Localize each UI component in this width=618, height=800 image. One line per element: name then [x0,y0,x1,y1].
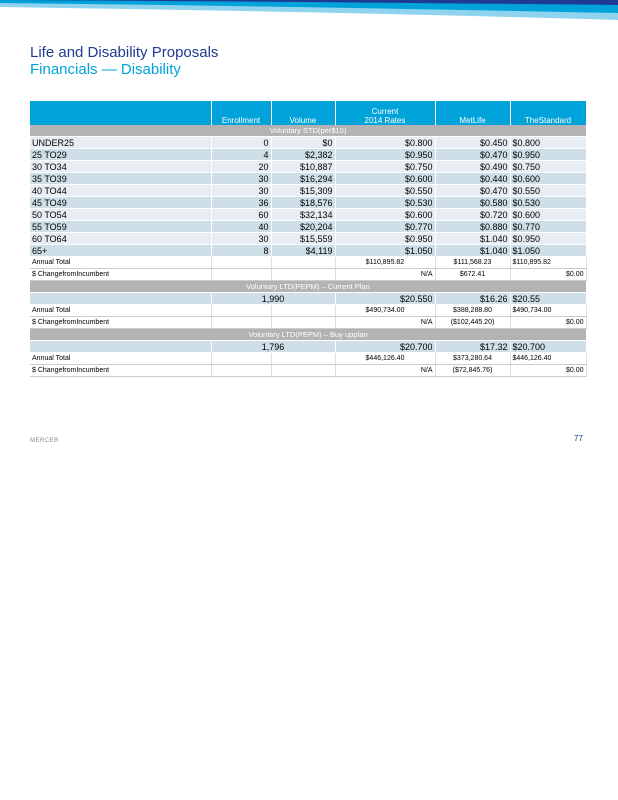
empty-cell [211,257,271,269]
volume-cell: $15,309 [271,185,335,197]
standard-total-cell: $446,126.40 [510,353,586,365]
volume-cell: $0 [271,137,335,149]
std-annual-total-row [30,257,586,269]
page-number: 77 [574,434,583,443]
current-rate-cell: $0.950 [335,149,435,161]
enrollment-cell: 36 [211,197,271,209]
empty-cell [211,353,271,365]
empty-cell [271,269,335,281]
metlife-total-cell: $373,280.64 [435,353,510,365]
enrollment-cell: 40 [211,221,271,233]
current-change-cell: N/A [335,365,435,377]
current-rate-cell: $1.050 [335,245,435,257]
current-total-cell: $490,734.00 [335,305,435,317]
age-band-label: 50 TO54 [30,209,211,221]
age-band-label: 35 TO39 [30,173,211,185]
age-band-label: 40 TO44 [30,185,211,197]
table-row [30,161,586,173]
empty-cell [271,353,335,365]
current-rate-cell: $0.550 [335,185,435,197]
standard-rate-cell: $0.800 [510,137,586,149]
standard-rate-cell: $1.050 [510,245,586,257]
header-current-rates [335,101,435,125]
metlife-total-cell: $111,568.23 [435,257,510,269]
ltd-buyup-annual-total-row [30,353,586,365]
standard-rate-cell: $20.700 [510,341,586,353]
metlife-rate-cell: $1.040 [435,233,510,245]
standard-change-cell: $0.00 [510,269,586,281]
change-label: $ ChangefromIncumbent [30,269,211,281]
volume-cell: $10,887 [271,161,335,173]
title-block [30,44,218,78]
volume-cell: $4,119 [271,245,335,257]
enrollment-cell: 8 [211,245,271,257]
standard-rate-cell: $0.950 [510,233,586,245]
table-row [30,221,586,233]
metlife-total-cell: $388,288.80 [435,305,510,317]
table-row [30,209,586,221]
standard-change-cell: $0.00 [510,317,586,329]
section-row-ltd-buyup [30,329,586,341]
metlife-change-cell: ($102,445.20) [435,317,510,329]
age-band-label: 45 TO49 [30,197,211,209]
change-label: $ ChangefromIncumbent [30,365,211,377]
metlife-rate-cell: $0.470 [435,185,510,197]
section-row-ltd-current [30,281,586,293]
empty-cell [271,317,335,329]
empty-cell [211,269,271,281]
standard-rate-cell: $0.530 [510,197,586,209]
standard-rate-cell: $0.600 [510,209,586,221]
enrollment-cell: 4 [211,149,271,161]
ltd-buyup-change-row [30,365,586,377]
change-label: $ ChangefromIncumbent [30,317,211,329]
volume-cell: $32,134 [271,209,335,221]
header-current-line1: Current [371,107,399,116]
age-band-label: 65+ [30,245,211,257]
current-rate-cell: $0.800 [335,137,435,149]
current-rate-cell: $0.600 [335,209,435,221]
annual-total-label: Annual Total [30,353,211,365]
metlife-rate-cell: $0.490 [435,161,510,173]
current-total-cell: $110,895.82 [335,257,435,269]
empty-cell [211,305,271,317]
standard-rate-cell: $0.770 [510,221,586,233]
empty-cell [271,365,335,377]
empty-cell [271,257,335,269]
table-row [30,137,586,149]
standard-total-cell: $490,734.00 [510,305,586,317]
standard-rate-cell: $0.750 [510,161,586,173]
enrollment-cell: 30 [211,233,271,245]
table-row [30,149,586,161]
metlife-rate-cell: $17.32 [435,341,510,353]
metlife-rate-cell: $16.26 [435,293,510,305]
metlife-rate-cell: $0.580 [435,197,510,209]
section-row-std [30,125,586,137]
current-rate-cell: $0.600 [335,173,435,185]
header-banner [0,0,618,24]
empty-cell [30,293,211,305]
ltd-current-change-row [30,317,586,329]
annual-total-label: Annual Total [30,305,211,317]
table-row [30,185,586,197]
empty-cell [271,305,335,317]
enrollment-cell: 0 [211,137,271,149]
header-current-line2: 2014 Rates [364,116,406,125]
table-row [30,245,586,257]
metlife-rate-cell: $1.040 [435,245,510,257]
table-row [30,197,586,209]
std-change-row [30,269,586,281]
page-subtitle: Financials — Disability [30,61,181,78]
empty-cell [30,341,211,353]
table-row [30,173,586,185]
enrollment-cell: 30 [211,185,271,197]
standard-rate-cell: $0.950 [510,149,586,161]
section-label: Voluntary STD(per$10) [30,125,586,137]
current-rate-cell: $20.550 [335,293,435,305]
standard-change-cell: $0.00 [510,365,586,377]
table-row [30,293,586,305]
current-rate-cell: $0.530 [335,197,435,209]
current-change-cell: N/A [335,317,435,329]
volume-cell: $15,559 [271,233,335,245]
header-standard: TheStandard [510,101,586,125]
table-header-row [30,101,586,125]
standard-rate-cell: $20.55 [510,293,586,305]
metlife-rate-cell: $0.470 [435,149,510,161]
metlife-rate-cell: $0.450 [435,137,510,149]
enrollment-cell: 20 [211,161,271,173]
enrollment-cell: 30 [211,173,271,185]
table-row [30,233,586,245]
ltd-current-annual-total-row [30,305,586,317]
age-band-label: 55 TO59 [30,221,211,233]
volume-cell: $16,294 [271,173,335,185]
age-band-label: 30 TO34 [30,161,211,173]
volume-cell: $18,576 [271,197,335,209]
volume-cell: $20,204 [271,221,335,233]
annual-total-label: Annual Total [30,257,211,269]
age-band-label: 25 TO29 [30,149,211,161]
metlife-rate-cell: $0.720 [435,209,510,221]
current-change-cell: N/A [335,269,435,281]
header-label-cell [30,101,211,125]
table-row [30,341,586,353]
standard-rate-cell: $0.600 [510,173,586,185]
enrollment-cell: 1,990 [211,293,335,305]
current-rate-cell: $0.950 [335,233,435,245]
metlife-change-cell: $672.41 [435,269,510,281]
empty-cell [211,365,271,377]
header-enrollment: Enrollment [211,101,271,125]
empty-cell [211,317,271,329]
header-metlife: MetLife [435,101,510,125]
current-rate-cell: $0.750 [335,161,435,173]
standard-total-cell: $110,895.82 [510,257,586,269]
enrollment-cell: 60 [211,209,271,221]
metlife-change-cell: ($72,845.76) [435,365,510,377]
header-volume: Volume [271,101,335,125]
metlife-rate-cell: $0.880 [435,221,510,233]
page-title: Life and Disability Proposals [30,44,219,61]
volume-cell: $2,382 [271,149,335,161]
current-total-cell: $446,126.40 [335,353,435,365]
section-label: Voluntary LTD(PEPM) – Current Plan [30,281,586,293]
enrollment-cell: 1,796 [211,341,335,353]
disability-financials-table [30,101,587,377]
current-rate-cell: $0.770 [335,221,435,233]
metlife-rate-cell: $0.440 [435,173,510,185]
age-band-label: 60 TO64 [30,233,211,245]
age-band-label: UNDER25 [30,137,211,149]
mercer-logo: MERCER [30,438,60,444]
current-rate-cell: $20.700 [335,341,435,353]
standard-rate-cell: $0.550 [510,185,586,197]
section-label: Voluntary LTD(PEPM) – Buy upplan [30,329,586,341]
